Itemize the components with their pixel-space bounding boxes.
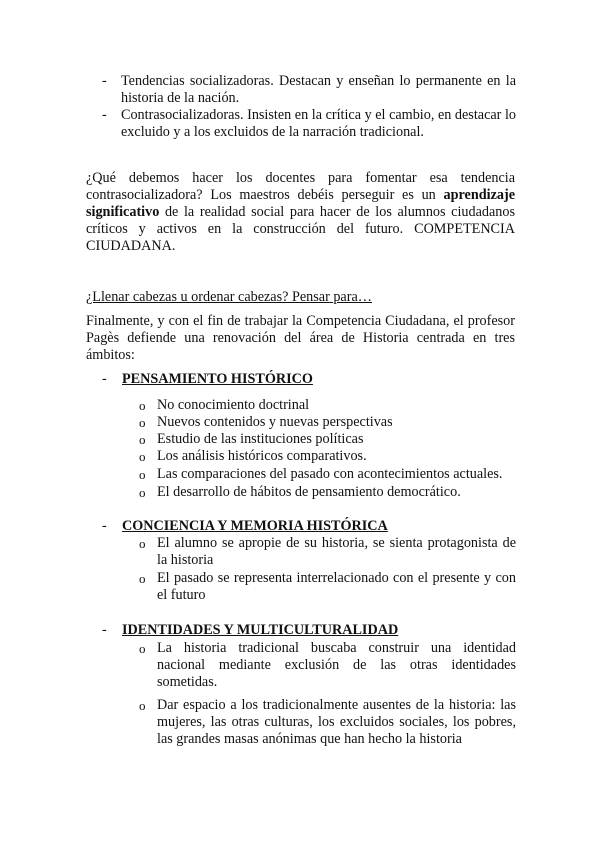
- paragraph-text: de la realidad social para hacer de los alumnos ciudadanos críticos y activos en la construcción del futuro. COMPETENCIA CIUDADANA.: [86, 204, 515, 254]
- list-item-text: Dar espacio a los tradicionalmente ausentes de la historia: las mujeres, las otras culturas, los excluidos sociales, los pobres, las grandes masas anónimas que han hecho la historia: [157, 697, 516, 747]
- dash-marker: -: [102, 371, 107, 387]
- bullet-marker: o: [139, 698, 146, 713]
- paragraph-competencia-ciudadana: [86, 170, 515, 255]
- section-title: PENSAMIENTO HISTÓRICO: [122, 371, 313, 387]
- list-item: [139, 448, 516, 465]
- list-item-text: Estudio de las instituciones políticas: [157, 431, 364, 447]
- list-item: [139, 466, 516, 483]
- section-heading-identidades: [102, 622, 398, 639]
- list-item: [139, 431, 516, 448]
- intro-item-text: Tendencias socializadoras. Destacan y enseñan lo permanente en la historia de la nación.: [121, 73, 516, 106]
- dash-marker: -: [102, 622, 107, 638]
- list-item-text: Nuevos contenidos y nuevas perspectivas: [157, 414, 393, 430]
- bullet-marker: o: [139, 398, 146, 413]
- list-item-text: No conocimiento doctrinal: [157, 397, 310, 413]
- section-heading-conciencia: [102, 518, 388, 535]
- bullet-marker: o: [139, 571, 146, 586]
- list-item: [139, 640, 516, 691]
- list-item-text: El pasado se representa interrelacionado con el presente y con el futuro: [157, 570, 516, 603]
- list-item: [139, 397, 516, 414]
- dash-marker: -: [102, 73, 107, 89]
- section-title: CONCIENCIA Y MEMORIA HISTÓRICA: [122, 518, 388, 534]
- section-heading-pensamiento: [102, 371, 313, 388]
- section-title: IDENTIDADES Y MULTICULTURALIDAD: [122, 622, 399, 638]
- bullet-marker: o: [139, 432, 146, 447]
- list-item: [139, 414, 516, 431]
- dash-marker: -: [102, 107, 107, 123]
- list-item: [139, 484, 516, 501]
- list-item-text: Las comparaciones del pasado con acontecimientos actuales.: [157, 466, 503, 482]
- bullet-marker: o: [139, 467, 146, 482]
- bullet-marker: o: [139, 485, 146, 500]
- intro-item-text: Contrasocializadoras. Insisten en la crítica y el cambio, en destacar lo excluido y a los excluidos de la narración tradicional.: [121, 107, 516, 140]
- list-item: [139, 697, 516, 748]
- paragraph-text: ¿Qué debemos hacer los docentes para fomentar esa tendencia contrasocializadora? Los maestros debéis perseguir es un: [86, 170, 515, 203]
- intro-item-contrasocializadoras: [102, 107, 516, 141]
- bullet-marker: o: [139, 449, 146, 464]
- list-item: [139, 570, 516, 604]
- bullet-marker: o: [139, 415, 146, 430]
- bullet-marker: o: [139, 536, 146, 551]
- dash-marker: -: [102, 518, 107, 534]
- list-item-text: El desarrollo de hábitos de pensamiento democrático.: [157, 484, 461, 500]
- bold-term: aprendizaje significativo: [86, 187, 515, 220]
- intro-item-socializadoras: [102, 73, 516, 107]
- list-item-text: El alumno se apropie de su historia, se sienta protagonista de la historia: [157, 535, 516, 568]
- list-item: [139, 535, 516, 569]
- bullet-marker: o: [139, 641, 146, 656]
- list-item-text: Los análisis históricos comparativos.: [157, 448, 367, 464]
- underlined-question: ¿Llenar cabezas u ordenar cabezas? Pensar para…: [86, 289, 372, 305]
- paragraph-pages: Finalmente, y con el fin de trabajar la Competencia Ciudadana, el profesor Pagès defiende una renovación del área de Historia centrada en tres ámbitos:: [86, 313, 515, 363]
- list-item-text: La historia tradicional buscaba construir una identidad nacional mediante exclusión de las otras identidades sometidas.: [157, 640, 516, 690]
